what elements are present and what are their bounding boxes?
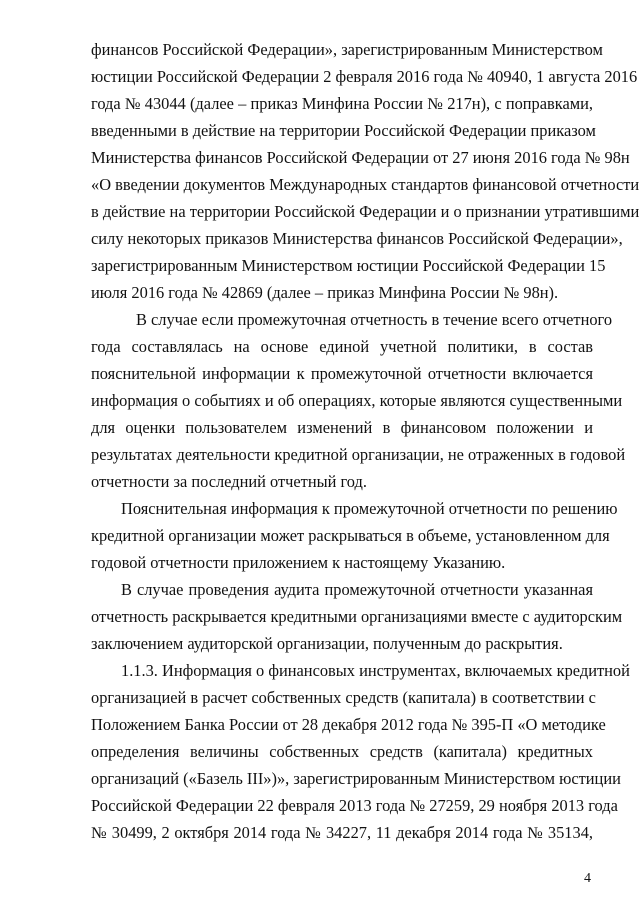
paragraph-1-line-9: зарегистрированным Министерством юстиции Российской Федерации 15 bbox=[91, 256, 606, 275]
paragraph-2-line-7: отчетности за последний отчетный год. bbox=[91, 472, 367, 491]
paragraph-4-line-1: В случае проведения аудита промежуточной отчетности указанная bbox=[121, 580, 593, 599]
paragraph-1-line-6: «О введении документов Международных стандартов финансовой отчетности bbox=[91, 175, 640, 194]
paragraph-1-line-10: июля 2016 года № 42869 (далее – приказ Минфина России № 98н). bbox=[91, 283, 559, 302]
paragraph-1-line-2: юстиции Российской Федерации 2 февраля 2016 года № 40940, 1 августа 2016 bbox=[91, 67, 638, 86]
paragraph-5-line-7: № 30499, 2 октября 2014 года № 34227, 11 декабря 2014 года № 35134, bbox=[91, 823, 593, 842]
paragraph-4-line-3: заключением аудиторской организации, полученным до раскрытия. bbox=[91, 634, 563, 653]
paragraph-1-line-4: введенными в действие на территории Российской Федерации приказом bbox=[91, 121, 596, 140]
paragraph-5-line-6: Российской Федерации 22 февраля 2013 года № 27259, 29 ноября 2013 года bbox=[91, 796, 618, 815]
paragraph-2-line-2: года составлялась на основе единой учетной политики, в состав bbox=[91, 337, 593, 356]
paragraph-3-line-1: Пояснительная информация к промежуточной отчетности по решению bbox=[121, 499, 618, 518]
paragraph-4-line-2: отчетность раскрывается кредитными организациями вместе с аудиторским bbox=[91, 607, 623, 626]
paragraph-1-line-8: силу некоторых приказов Министерства финансов Российской Федерации», bbox=[91, 229, 623, 248]
paragraph-1-line-1: финансов Российской Федерации», зарегистрированным Министерством bbox=[91, 40, 603, 59]
paragraph-2-line-6: результатах деятельности кредитной организации, не отраженных в годовой bbox=[91, 445, 626, 464]
paragraph-5-line-5: организаций («Базель III»)», зарегистрированным Министерством юстиции bbox=[91, 769, 621, 788]
paragraph-1-line-5: Министерства финансов Российской Федерации от 27 июня 2016 года № 98н bbox=[91, 148, 630, 167]
paragraph-5-line-2: организацией в расчет собственных средств (капитала) в соответствии с bbox=[91, 688, 596, 707]
paragraph-2-line-4: информация о событиях и об операциях, которые являются существенными bbox=[91, 391, 623, 410]
paragraph-2-line-5: для оценки пользователем изменений в финансовом положении и bbox=[91, 418, 593, 437]
paragraph-1-line-7: в действие на территории Российской Федерации и о признании утратившими bbox=[91, 202, 640, 221]
paragraph-5-line-4: определения величины собственных средств (капитала) кредитных bbox=[91, 742, 593, 761]
paragraph-2-line-1: В случае если промежуточная отчетность в течение всего отчетного bbox=[136, 310, 613, 329]
paragraph-1-line-3: года № 43044 (далее – приказ Минфина России № 217н), с поправками, bbox=[91, 94, 593, 113]
paragraph-3-line-3: годовой отчетности приложением к настоящему Указанию. bbox=[91, 553, 506, 572]
page-number: 4 bbox=[584, 871, 591, 886]
paragraph-5-line-3: Положением Банка России от 28 декабря 2012 года № 395-П «О методике bbox=[91, 715, 606, 734]
paragraph-5-line-1: 1.1.3. Информация о финансовых инструментах, включаемых кредитной bbox=[121, 661, 630, 680]
paragraph-3-line-2: кредитной организации может раскрываться в объеме, установленном для bbox=[91, 526, 610, 545]
paragraph-2-line-3: пояснительной информации к промежуточной отчетности включается bbox=[91, 364, 593, 383]
